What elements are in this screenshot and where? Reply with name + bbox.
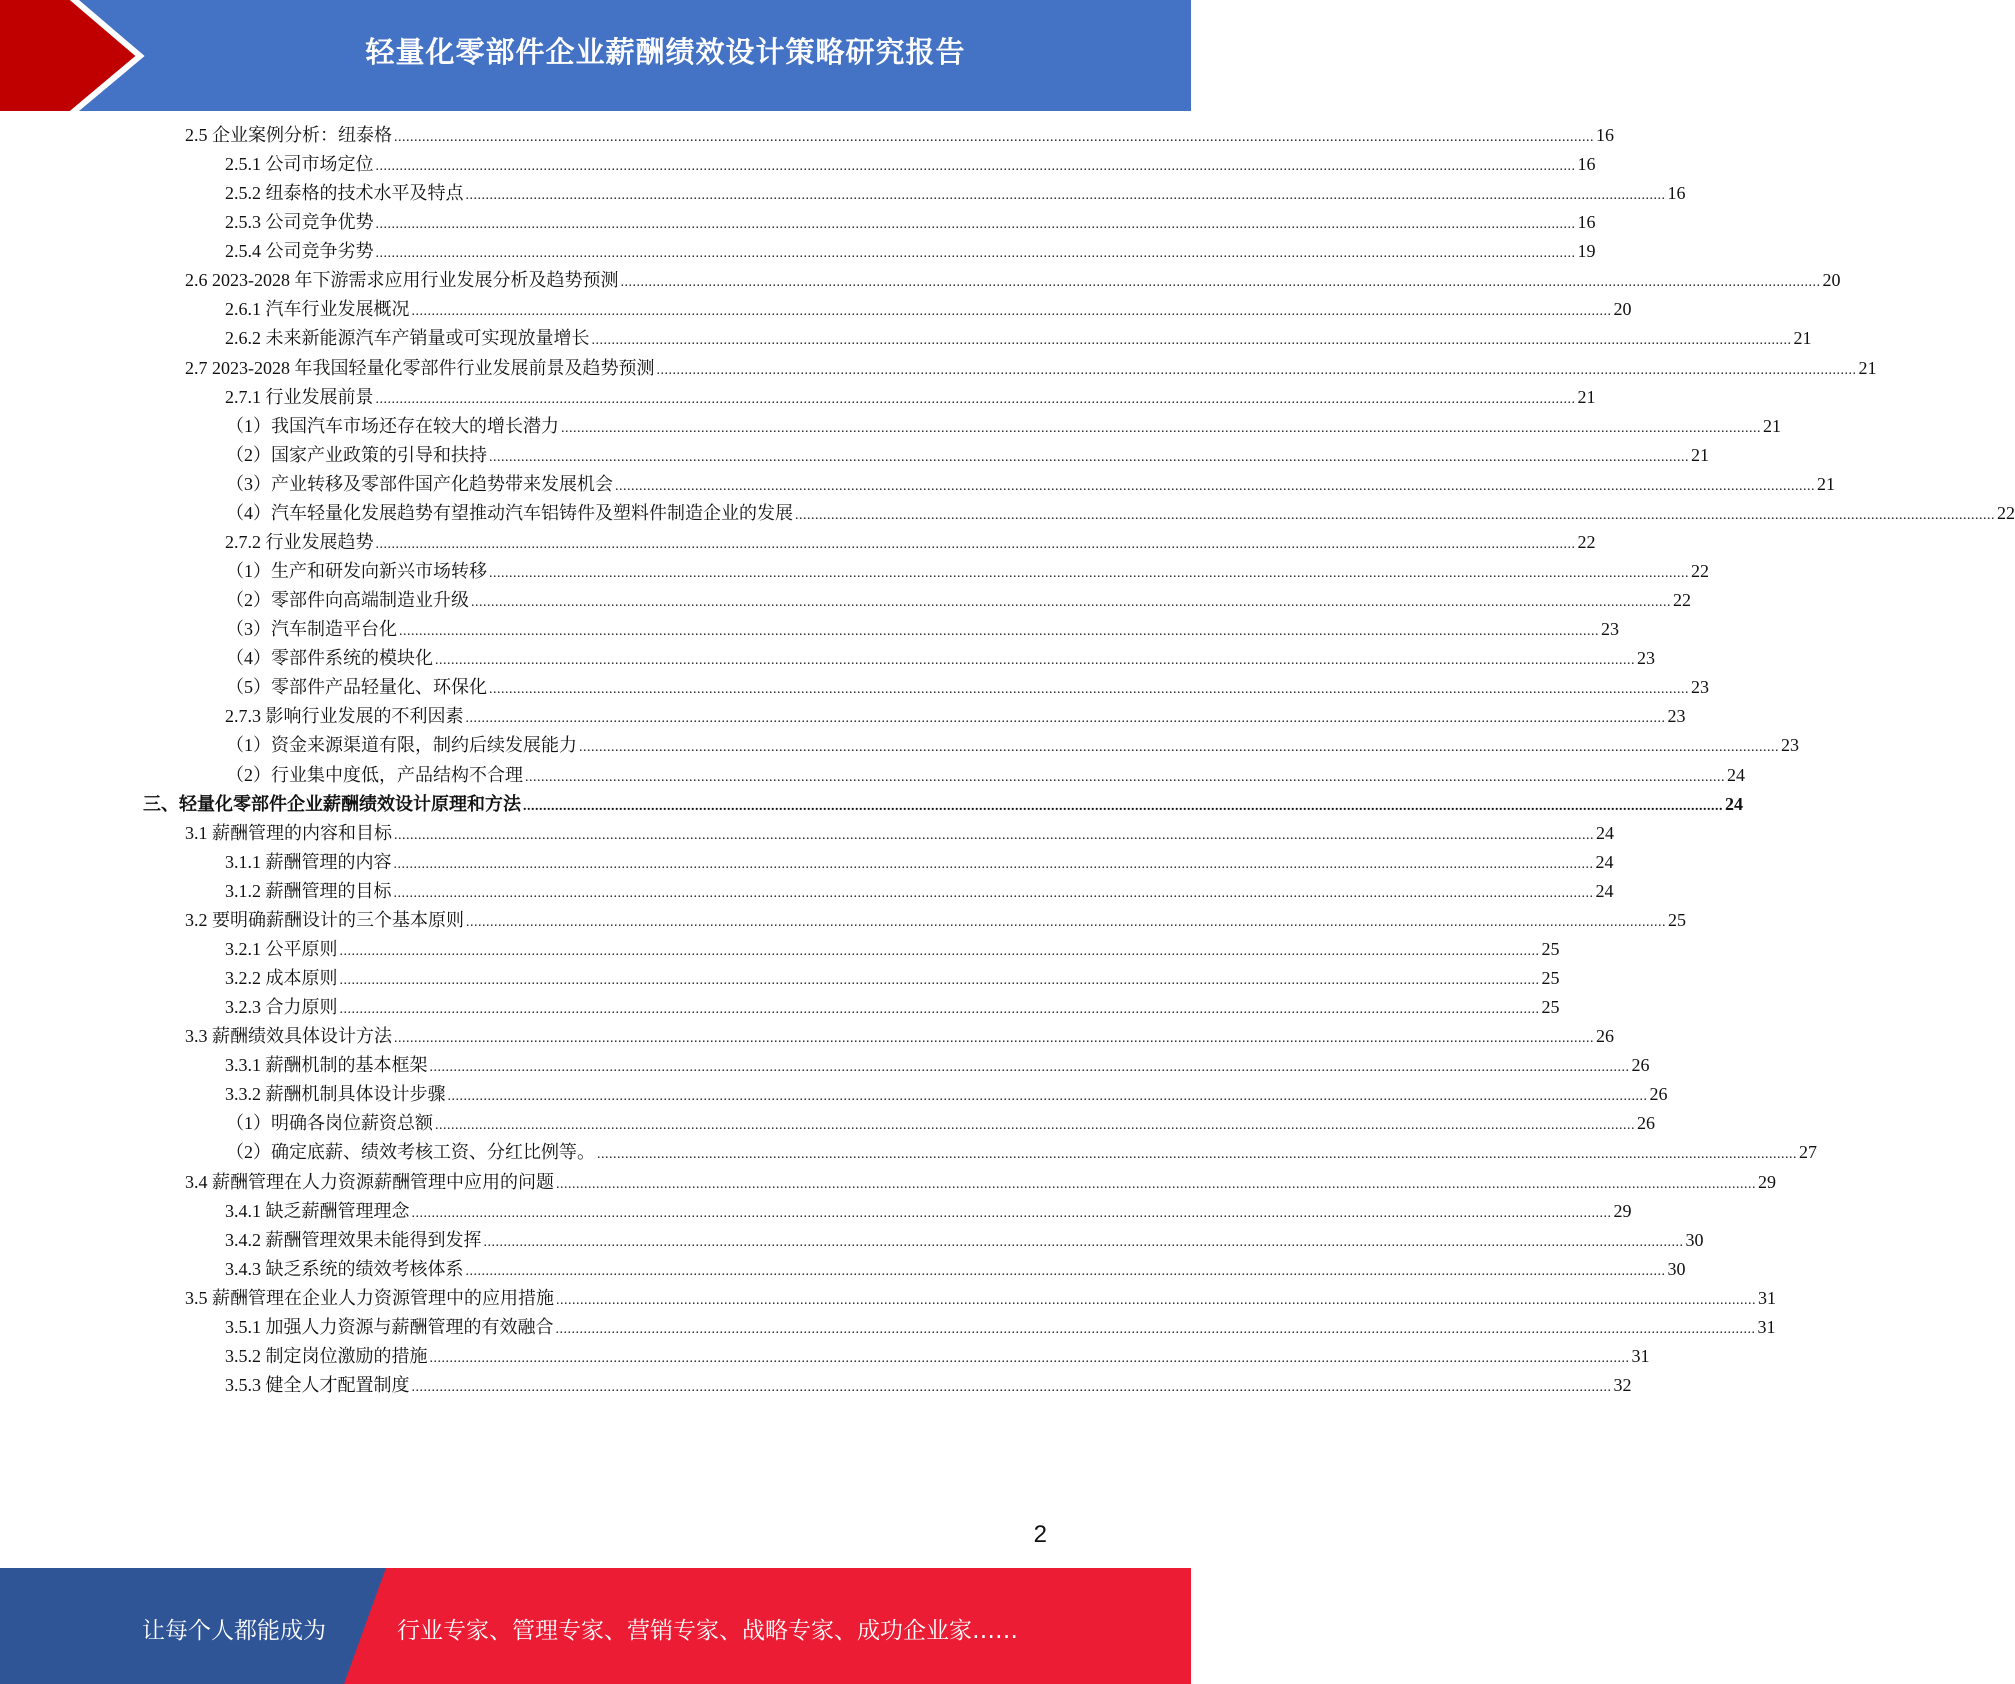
- toc-entry-page: 24: [1727, 764, 1745, 785]
- dot-leader: ............................................................................................................................................................................................................................................................................................................: [556, 1176, 1756, 1192]
- toc-entry[interactable]: [225, 877, 1614, 906]
- toc-entry-page: 26: [1631, 1055, 1650, 1076]
- toc-entry[interactable]: [226, 615, 1619, 644]
- toc-entry-page: 23: [1601, 619, 1619, 640]
- dot-leader: ............................................................................................................................................................................................................................................................................................................: [447, 1089, 1648, 1105]
- page-header: [0, 0, 1191, 111]
- toc-entry-page: 22: [1691, 561, 1709, 582]
- dot-leader: ............................................................................................................................................................................................................................................................................................................: [411, 1380, 1612, 1395]
- report-title: 轻量化零部件企业薪酬绩效设计策略研究报告: [365, 35, 966, 69]
- toc-entry-page: 16: [1667, 183, 1686, 204]
- toc-entry-title: （5）零部件产品轻量化、环保化: [226, 677, 487, 698]
- toc-entry[interactable]: [225, 1313, 1776, 1342]
- toc-entry-page: 30: [1685, 1229, 1704, 1250]
- toc-entry-title: 2.6.2 未来新能源汽车产销量或可实现放量增长: [225, 328, 590, 349]
- toc-entry-title: 2.5.1 公司市场定位: [225, 154, 374, 175]
- toc-entry-page: 32: [1613, 1375, 1632, 1395]
- toc-entry[interactable]: [185, 819, 1614, 848]
- dot-leader: ............................................................................................................................................................................................................................................................................................................: [466, 914, 1666, 930]
- dot-leader: ............................................................................................................................................................................................................................................................................................................: [375, 217, 1576, 233]
- toc-entry-page: 22: [1673, 590, 1691, 611]
- toc-entry-page: 24: [1595, 880, 1614, 901]
- dot-leader: ............................................................................................................................................................................................................................................................................................................: [375, 391, 1576, 407]
- toc-entry-title: （1）明确各岗位薪资总额: [226, 1113, 433, 1134]
- toc-entry-title: 3.3 薪酬绩效具体设计方法: [185, 1026, 392, 1047]
- toc-entry-page: 16: [1596, 125, 1614, 145]
- toc-entry-title: 3.3.1 薪酬机制的基本框架: [225, 1055, 428, 1076]
- toc-entry-page: 25: [1541, 997, 1560, 1018]
- dot-leader: ............................................................................................................................................................................................................................................................................................................: [465, 1263, 1666, 1279]
- dot-leader: ............................................................................................................................................................................................................................................................................................................: [591, 333, 1792, 349]
- toc-entry-title: 2.6 2023-2028 年下游需求应用行业发展分析及趋势预测: [185, 270, 619, 291]
- toc-entry-title: 3.2 要明确薪酬设计的三个基本原则: [185, 909, 464, 930]
- toc-entry-title: 2.7.1 行业发展前景: [225, 386, 374, 407]
- toc-entry-title: 3.4.3 缺乏系统的绩效考核体系: [225, 1258, 464, 1279]
- toc-entry-title: 3.1.1 薪酬管理的内容: [225, 851, 392, 872]
- dot-leader: ............................................................................................................................................................................................................................................................................................................: [579, 740, 1779, 756]
- toc-entry-page: 27: [1799, 1142, 1817, 1163]
- toc-entry[interactable]: [226, 412, 1781, 441]
- toc-entry[interactable]: [225, 1342, 1650, 1371]
- dot-leader: ............................................................................................................................................................................................................................................................................................................: [375, 159, 1576, 175]
- toc-entry-title: 3.5.3 健全人才配置制度: [225, 1375, 410, 1395]
- dot-leader: ............................................................................................................................................................................................................................................................................................................: [393, 856, 1594, 872]
- dot-leader: ............................................................................................................................................................................................................................................................................................................: [394, 1031, 1594, 1047]
- toc-entry-page: 21: [1858, 357, 1877, 378]
- toc-entry-title: 3.2.3 合力原则: [225, 997, 338, 1018]
- toc-entry-title: （2）行业集中度低，产品结构不合理: [226, 764, 523, 785]
- toc-entry[interactable]: [225, 935, 1560, 964]
- toc-entry-title: （4）汽车轻量化发展趋势有望推动汽车铝铸件及塑料件制造企业的发展: [226, 502, 793, 523]
- toc-entry[interactable]: [225, 1051, 1650, 1080]
- toc-entry[interactable]: [225, 1371, 1632, 1400]
- toc-entry[interactable]: [225, 1255, 1686, 1284]
- toc-entry-page: 29: [1613, 1200, 1632, 1221]
- toc-entry-title: 三、轻量化零部件企业薪酬绩效设计原理和方法: [143, 793, 521, 814]
- footer-slogan-left: 让每个人都能成为: [142, 1618, 326, 1644]
- toc-entry[interactable]: [225, 848, 1614, 877]
- dot-leader: ............................................................................................................................................................................................................................................................................................................: [620, 275, 1821, 291]
- toc-entry-page: 31: [1757, 1316, 1776, 1337]
- dot-leader: ............................................................................................................................................................................................................................................................................................................: [795, 507, 1995, 523]
- toc-entry[interactable]: [225, 208, 1596, 237]
- toc-entry-page: 21: [1793, 328, 1812, 349]
- toc-entry-title: 3.4.2 薪酬管理效果未能得到发挥: [225, 1229, 482, 1250]
- footer-slogan-right: 行业专家、管理专家、营销专家、战略专家、成功企业家……: [397, 1618, 1018, 1644]
- toc-entry[interactable]: [225, 1226, 1704, 1255]
- toc-entry-page: 21: [1763, 415, 1781, 436]
- toc-entry-title: （2）零部件向高端制造业升级: [226, 590, 469, 611]
- toc-entry-page: 24: [1596, 822, 1614, 843]
- toc-entry[interactable]: [185, 1022, 1614, 1051]
- dot-leader: ............................................................................................................................................................................................................................................................................................................: [375, 246, 1576, 262]
- toc-entry-title: 3.5.2 制定岗位激励的措施: [225, 1345, 428, 1366]
- toc-entry-page: 16: [1577, 154, 1596, 175]
- toc-entry[interactable]: [185, 354, 1877, 383]
- toc-entry-title: （1）资金来源渠道有限，制约后续发展能力: [226, 735, 577, 756]
- toc-entry-page: 31: [1758, 1287, 1776, 1308]
- toc-entry-title: 2.7 2023-2028 年我国轻量化零部件行业发展前景及趋势预测: [185, 357, 655, 378]
- toc-entry-title: 3.5.1 加强人力资源与薪酬管理的有效融合: [225, 1316, 554, 1337]
- toc-entry-page: 23: [1637, 648, 1655, 669]
- toc-entry-page: 29: [1758, 1171, 1776, 1192]
- toc-entry-title: 3.2.1 公平原则: [225, 938, 338, 959]
- toc-entry[interactable]: [225, 383, 1596, 412]
- toc-entry-page: 16: [1577, 212, 1596, 233]
- toc-entry-title: （2）确定底薪、绩效考核工资、分红比例等。: [226, 1142, 595, 1163]
- toc-entry[interactable]: [225, 993, 1560, 1022]
- toc-entry[interactable]: [225, 528, 1596, 557]
- dot-leader: ............................................................................................................................................................................................................................................................................................................: [411, 1205, 1612, 1221]
- toc-entry[interactable]: [226, 586, 1691, 615]
- toc-entry-title: 2.5 企业案例分析：纽泰格: [185, 125, 392, 145]
- toc-entry-title: （1）生产和研发向新兴市场转移: [226, 561, 487, 582]
- dot-leader: ............................................................................................................................................................................................................................................................................................................: [465, 711, 1666, 727]
- toc-entry-page: 21: [1577, 386, 1596, 407]
- toc-entry-page: 22: [1997, 502, 2015, 523]
- dot-leader: ............................................................................................................................................................................................................................................................................................................: [429, 1350, 1630, 1366]
- toc-entry[interactable]: [226, 470, 1835, 499]
- toc-entry-page: 22: [1577, 531, 1596, 552]
- toc-entry[interactable]: [185, 121, 1614, 150]
- toc-entry[interactable]: [226, 441, 1709, 470]
- toc-entry-page: 25: [1541, 968, 1560, 989]
- toc-entry[interactable]: [226, 1109, 1655, 1138]
- toc-entry[interactable]: [225, 295, 1632, 324]
- page-footer: [0, 1568, 1191, 1684]
- toc-chapter-entry[interactable]: [143, 790, 1743, 819]
- toc-entry[interactable]: [225, 179, 1686, 208]
- toc-entry[interactable]: [185, 266, 1841, 295]
- toc-entry-title: （4）零部件系统的模块化: [226, 648, 433, 669]
- dot-leader: ............................................................................................................................................................................................................................................................................................................: [489, 566, 1689, 582]
- page-number: 2: [1033, 1521, 1047, 1548]
- toc-entry[interactable]: [225, 964, 1560, 993]
- toc-entry[interactable]: [226, 761, 1745, 790]
- dot-leader: ............................................................................................................................................................................................................................................................................................................: [483, 1234, 1684, 1250]
- toc-entry-title: 2.7.2 行业发展趋势: [225, 531, 374, 552]
- toc-entry-title: （1）我国汽车市场还存在较大的增长潜力: [226, 415, 559, 436]
- dot-leader: ............................................................................................................................................................................................................................................................................................................: [615, 478, 1815, 494]
- dot-leader: ............................................................................................................................................................................................................................................................................................................: [411, 304, 1612, 320]
- dot-leader: ............................................................................................................................................................................................................................................................................................................: [339, 1002, 1540, 1018]
- toc-entry-page: 21: [1817, 473, 1835, 494]
- dot-leader: ............................................................................................................................................................................................................................................................................................................: [435, 1118, 1635, 1134]
- toc-entry-page: 26: [1637, 1113, 1655, 1134]
- dot-leader: ............................................................................................................................................................................................................................................................................................................: [561, 420, 1761, 436]
- dot-leader: ............................................................................................................................................................................................................................................................................................................: [489, 449, 1689, 465]
- toc-entry-title: 3.4 薪酬管理在人力资源薪酬管理中应用的问题: [185, 1171, 554, 1192]
- dot-leader: ............................................................................................................................................................................................................................................................................................................: [339, 943, 1540, 959]
- toc-entry-page: 20: [1613, 299, 1632, 320]
- toc-entry-title: 3.1.2 薪酬管理的目标: [225, 880, 392, 901]
- dot-leader: ............................................................................................................................................................................................................................................................................................................: [525, 769, 1725, 785]
- dot-leader: ............................................................................................................................................................................................................................................................................................................: [399, 624, 1599, 640]
- dot-leader: ............................................................................................................................................................................................................................................................................................................: [471, 595, 1671, 611]
- toc-entry-title: 3.3.2 薪酬机制具体设计步骤: [225, 1084, 446, 1105]
- toc-entry[interactable]: [185, 1284, 1776, 1313]
- toc-entry-page: 30: [1667, 1258, 1686, 1279]
- dot-leader: ............................................................................................................................................................................................................................................................................................................: [394, 827, 1594, 843]
- toc-entry[interactable]: [226, 557, 1709, 586]
- toc-entry-page: 26: [1649, 1084, 1668, 1105]
- toc-entry[interactable]: [185, 1168, 1776, 1197]
- toc-entry-title: （3）汽车制造平台化: [226, 619, 397, 640]
- toc-entry-title: 3.5 薪酬管理在企业人力资源管理中的应用措施: [185, 1287, 554, 1308]
- dot-leader: ............................................................................................................................................................................................................................................................................................................: [656, 362, 1857, 378]
- toc-entry-title: 2.6.1 汽车行业发展概况: [225, 299, 410, 320]
- dot-leader: ............................................................................................................................................................................................................................................................................................................: [375, 536, 1576, 552]
- toc-entry[interactable]: [225, 150, 1596, 179]
- dot-leader: ............................................................................................................................................................................................................................................................................................................: [556, 1292, 1756, 1308]
- toc-entry[interactable]: [225, 1197, 1632, 1226]
- dot-leader: ............................................................................................................................................................................................................................................................................................................: [429, 1060, 1630, 1076]
- toc-entry-title: 2.5.3 公司竞争优势: [225, 212, 374, 233]
- dot-leader: ............................................................................................................................................................................................................................................................................................................: [394, 130, 1594, 145]
- toc-entry[interactable]: [225, 237, 1596, 266]
- dot-leader: ............................................................................................................................................................................................................................................................................................................: [523, 798, 1723, 814]
- toc-entry[interactable]: [226, 644, 1655, 673]
- toc-entry-page: 23: [1667, 706, 1686, 727]
- dot-leader: ............................................................................................................................................................................................................................................................................................................: [465, 188, 1666, 204]
- toc-entry-page: 24: [1725, 793, 1743, 814]
- toc-entry-page: 25: [1668, 909, 1686, 930]
- toc-entry[interactable]: [225, 702, 1686, 731]
- toc-entry-page: 23: [1781, 735, 1799, 756]
- toc-entry[interactable]: [226, 1138, 1817, 1167]
- toc-entry[interactable]: [225, 324, 1812, 353]
- toc-entry-title: （3）产业转移及零部件国产化趋势带来发展机会: [226, 473, 613, 494]
- toc-entry-page: 21: [1691, 444, 1709, 465]
- toc-entry[interactable]: [225, 1080, 1668, 1109]
- toc-entry[interactable]: [185, 906, 1686, 935]
- dot-leader: ............................................................................................................................................................................................................................................................................................................: [597, 1147, 1797, 1163]
- dot-leader: ............................................................................................................................................................................................................................................................................................................: [555, 1321, 1756, 1337]
- toc-entry[interactable]: [226, 731, 1799, 760]
- toc-entry-page: 24: [1595, 851, 1614, 872]
- toc-entry-page: 25: [1541, 938, 1560, 959]
- dot-leader: ............................................................................................................................................................................................................................................................................................................: [393, 885, 1594, 901]
- toc-entry[interactable]: [226, 673, 1709, 702]
- toc-entry-page: 23: [1691, 677, 1709, 698]
- toc-entry-page: 31: [1631, 1345, 1650, 1366]
- toc-entry-page: 19: [1577, 241, 1596, 262]
- toc-entry-title: 2.7.3 影响行业发展的不利因素: [225, 706, 464, 727]
- toc-entry[interactable]: [226, 499, 2015, 528]
- dot-leader: ............................................................................................................................................................................................................................................................................................................: [489, 682, 1689, 698]
- toc-entry-title: 3.4.1 缺乏薪酬管理理念: [225, 1200, 410, 1221]
- toc-entry-title: 2.5.2 纽泰格的技术水平及特点: [225, 183, 464, 204]
- toc-entry-page: 20: [1822, 270, 1841, 291]
- toc-entry-title: 2.5.4 公司竞争劣势: [225, 241, 374, 262]
- toc-entry-title: 3.1 薪酬管理的内容和目标: [185, 822, 392, 843]
- toc-entry-title: 3.2.2 成本原则: [225, 968, 338, 989]
- toc-entry-page: 26: [1596, 1026, 1614, 1047]
- dot-leader: ............................................................................................................................................................................................................................................................................................................: [435, 653, 1635, 669]
- toc-entry-title: （2）国家产业政策的引导和扶持: [226, 444, 487, 465]
- dot-leader: ............................................................................................................................................................................................................................................................................................................: [339, 973, 1540, 989]
